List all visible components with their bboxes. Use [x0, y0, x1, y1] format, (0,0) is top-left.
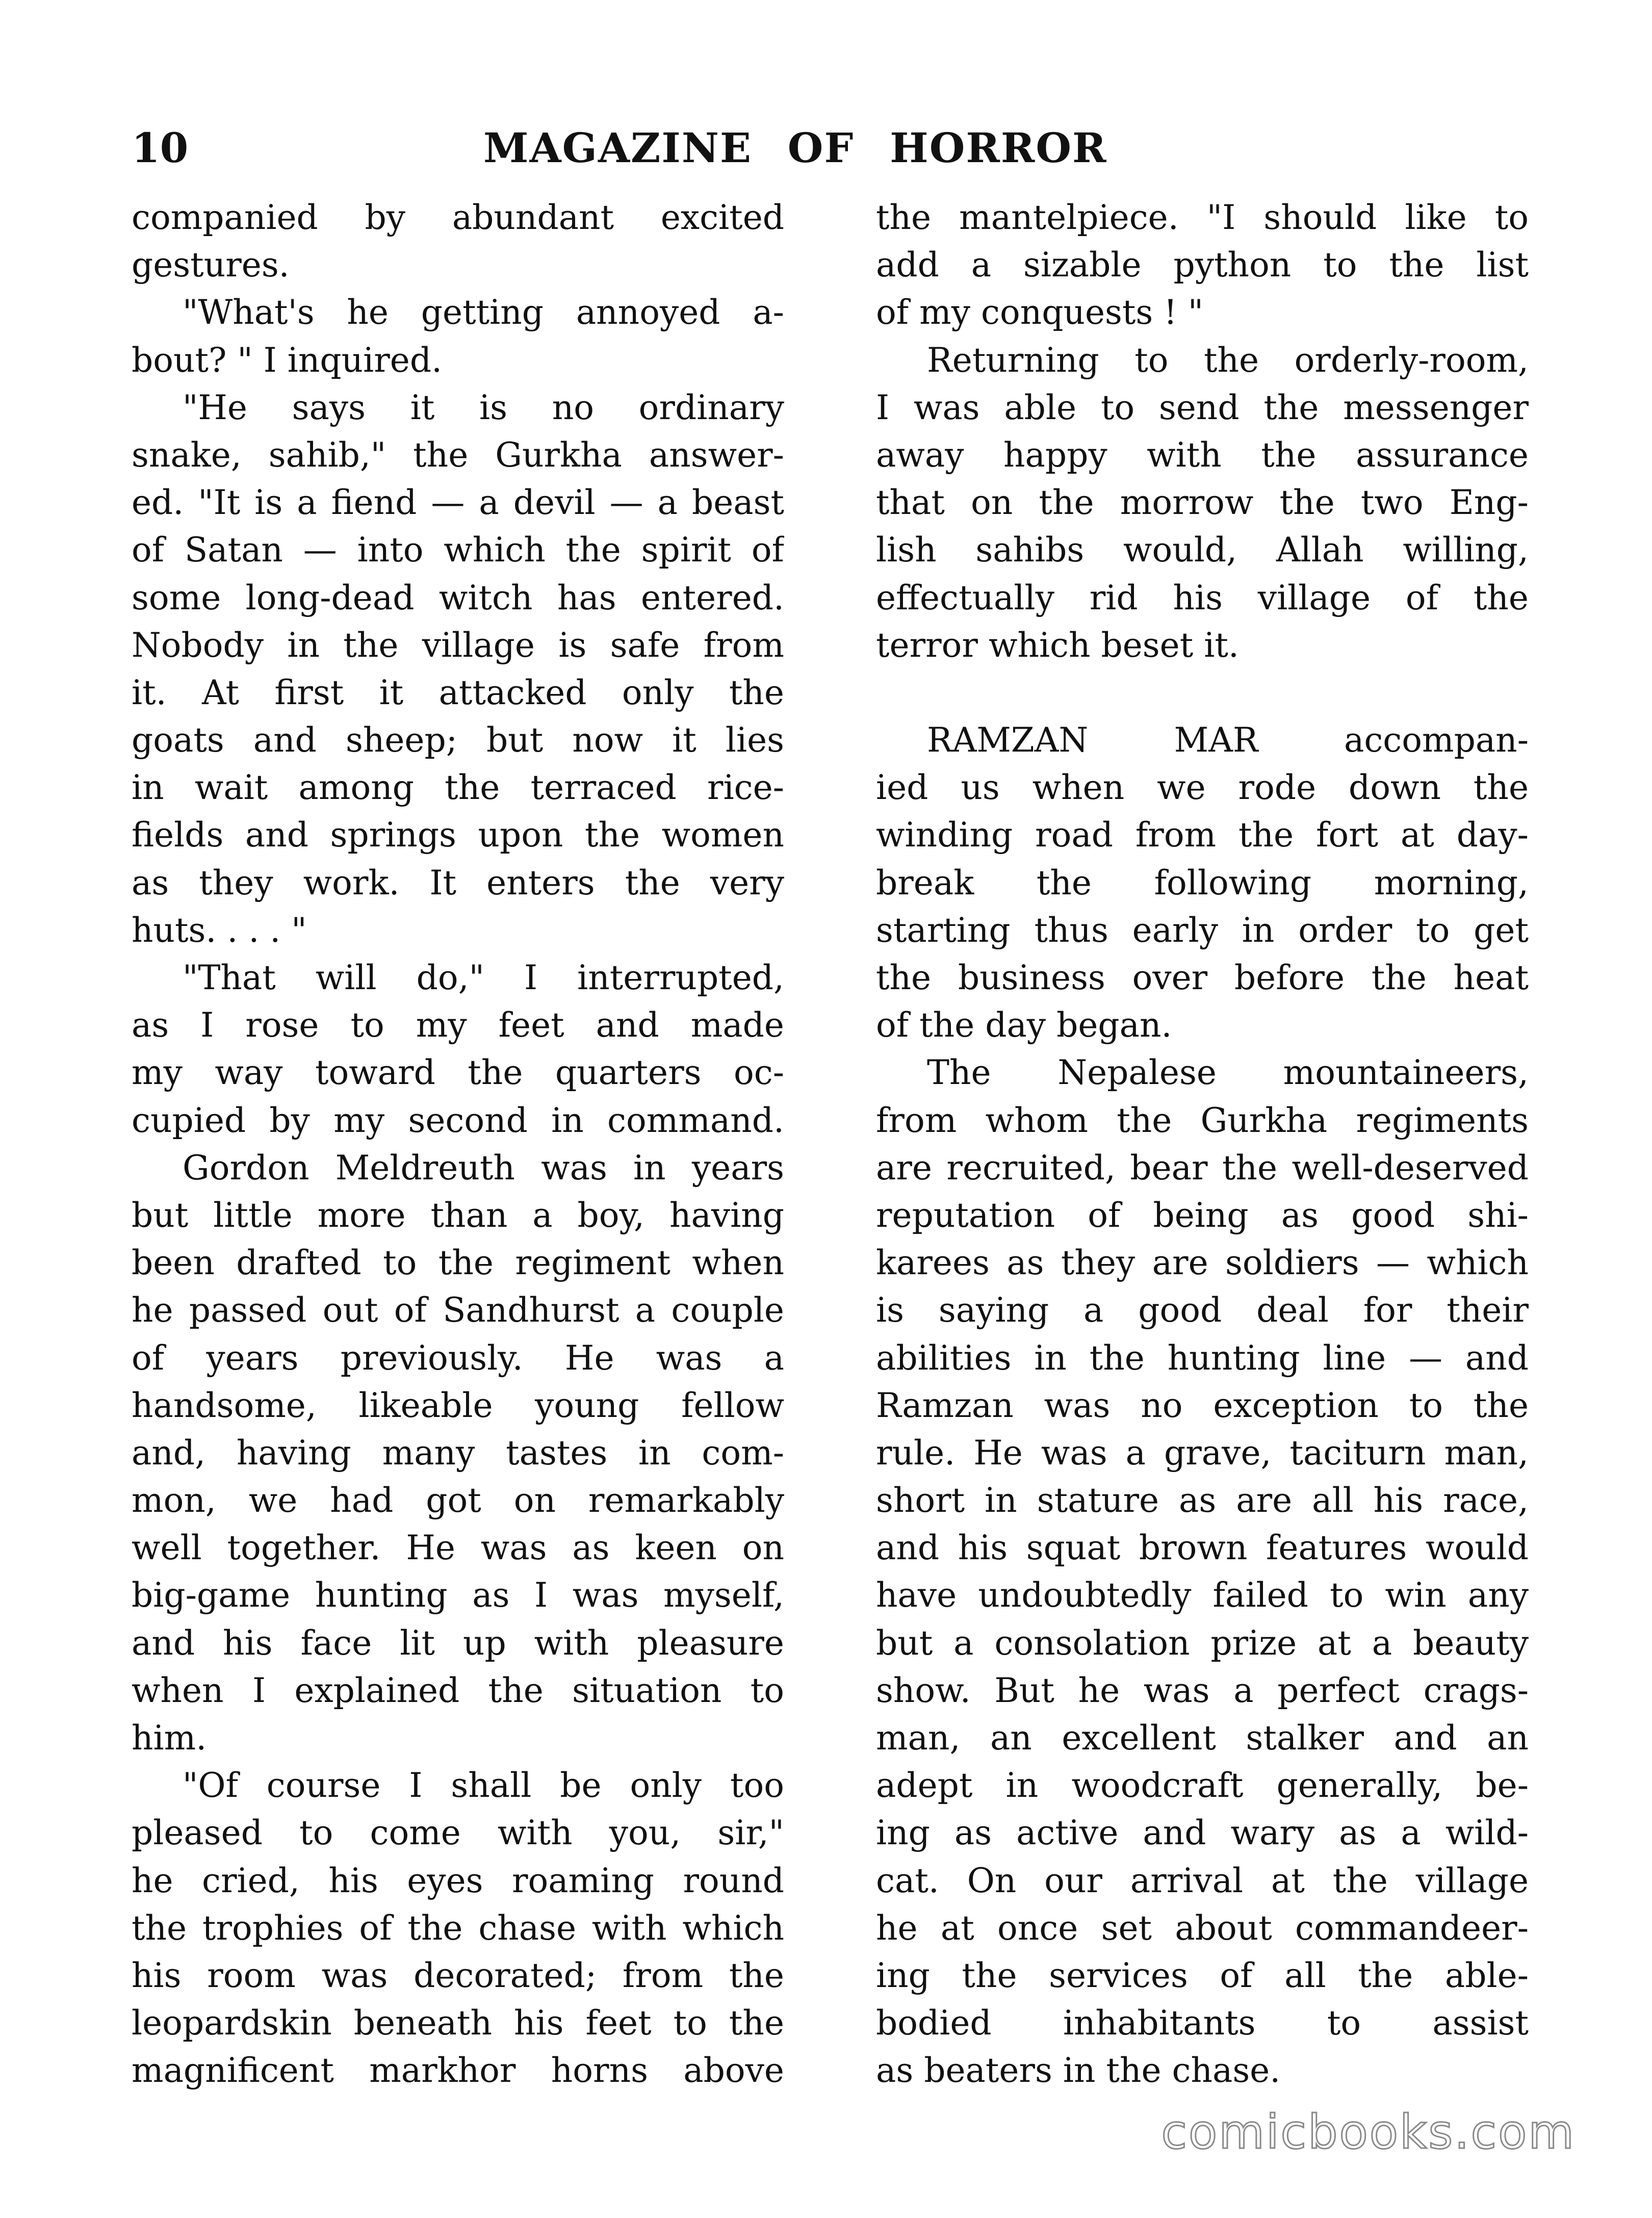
text-line: he passed out of Sandhurst a couple	[132, 1291, 784, 1330]
text-line: Gordon Meldreuth was in years	[183, 1148, 784, 1188]
text-line: "Of course I shall be only too	[183, 1766, 784, 1806]
text-line: in wait among the terraced rice-	[132, 768, 784, 808]
text-line: as they work. It enters the very	[132, 863, 784, 902]
left-column	[132, 194, 784, 2095]
text-line: I was able to send the messenger	[876, 388, 1529, 427]
text-line: ied us when we rode down the	[876, 768, 1529, 808]
text-line: ing the services of all the able-	[876, 1955, 1529, 1995]
text-line: effectually rid his village of the	[876, 578, 1529, 617]
text-line: he at once set about commandeer-	[876, 1908, 1529, 1948]
section-break	[876, 669, 1529, 716]
text-line: his room was decorated; from the	[132, 1955, 784, 1995]
text-line: The Nepalese mountaineers,	[927, 1053, 1529, 1093]
text-line: have undoubtedly failed to win any	[876, 1576, 1529, 1615]
text-line: break the following morning,	[876, 863, 1529, 902]
text-line: handsome, likeable young fellow	[132, 1385, 784, 1425]
text-line: he cried, his eyes roaming round	[132, 1861, 784, 1900]
text-line: reputation of being as good shi-	[876, 1195, 1529, 1235]
text-line: away happy with the assurance	[876, 435, 1529, 475]
text-line: of the day began.	[876, 1005, 1172, 1045]
text-line: Nobody in the village is safe from	[132, 625, 784, 665]
text-line: Returning to the orderly-room,	[927, 340, 1529, 380]
text-line: RAMZAN MAR accompan-	[927, 720, 1529, 760]
text-line: of Satan — into which the spirit of	[132, 530, 784, 570]
text-line: "He says it is no ordinary	[183, 388, 784, 427]
text-line: of my conquests ! "	[876, 293, 1204, 332]
text-line: starting thus early in order to get	[876, 910, 1529, 950]
text-line: gestures.	[132, 245, 290, 285]
text-line: companied by abundant excited	[132, 198, 784, 237]
text-line: leopardskin beneath his feet to the	[132, 2003, 784, 2043]
page-number: 10	[132, 124, 189, 172]
text-line: show. But he was a perfect crags-	[876, 1670, 1529, 1710]
text-line: the mantelpiece. "I should like to	[876, 198, 1529, 237]
text-line: snake, sahib," the Gurkha answer-	[132, 435, 784, 475]
text-line: mon, we had got on remarkably	[132, 1481, 784, 1520]
text-line: that on the morrow the two Eng-	[876, 483, 1529, 523]
text-line: goats and sheep; but now it lies	[132, 720, 784, 760]
text-line: the trophies of the chase with which	[132, 1908, 784, 1948]
text-line: some long-dead witch has entered.	[132, 578, 784, 617]
text-line: as I rose to my feet and made	[132, 1005, 784, 1045]
watermark: comicbooks.com	[1161, 2105, 1576, 2159]
text-line: and his face lit up with pleasure	[132, 1623, 784, 1663]
text-line: ing as active and wary as a wild-	[876, 1813, 1529, 1853]
text-line: but a consolation prize at a beauty	[876, 1623, 1529, 1663]
text-line: him.	[132, 1718, 207, 1758]
text-line: and his squat brown features would	[876, 1528, 1529, 1568]
text-line: man, an excellent stalker and an	[876, 1718, 1529, 1758]
text-line: pleased to come with you, sir,"	[132, 1813, 784, 1853]
text-line: terror which beset it.	[876, 625, 1239, 665]
text-line: winding road from the fort at day-	[876, 815, 1529, 855]
text-line: when I explained the situation to	[132, 1670, 784, 1710]
text-line: and, having many tastes in com-	[132, 1433, 784, 1473]
right-column	[876, 194, 1529, 2095]
text-line: "That will do," I interrupted,	[183, 958, 784, 997]
text-line: ed. "It is a fiend — a devil — a beast	[132, 483, 784, 523]
text-line: it. At first it attacked only the	[132, 673, 784, 712]
text-line: huts. . . . "	[132, 910, 307, 950]
text-line: short in stature as are all his race,	[876, 1481, 1529, 1520]
text-line: magnificent markhor horns above	[132, 2051, 784, 2091]
text-line: cat. On our arrival at the village	[876, 1861, 1529, 1900]
text-line: been drafted to the regiment when	[132, 1243, 784, 1283]
text-line: "What's he getting annoyed a-	[183, 293, 784, 332]
text-line: are recruited, bear the well-deserved	[876, 1148, 1529, 1188]
text-line: rule. He was a grave, taciturn man,	[876, 1433, 1529, 1473]
text-line: from whom the Gurkha regiments	[876, 1100, 1529, 1140]
text-line: karees as they are soldiers — which	[876, 1243, 1529, 1283]
text-line: of years previously. He was a	[132, 1338, 784, 1378]
text-line: bout? " I inquired.	[132, 340, 443, 380]
text-line: abilities in the hunting line — and	[876, 1338, 1529, 1378]
text-line: bodied inhabitants to assist	[876, 2003, 1529, 2043]
text-line: well together. He was as keen on	[132, 1528, 784, 1568]
text-line: fields and springs upon the women	[132, 815, 784, 855]
running-title: MAGAZINE OF HORROR	[483, 124, 1107, 172]
text-line: as beaters in the chase.	[876, 2051, 1281, 2091]
text-line: the business over before the heat	[876, 958, 1529, 997]
text-line: Ramzan was no exception to the	[876, 1385, 1529, 1425]
text-line: big-game hunting as I was myself,	[132, 1576, 784, 1615]
text-line: is saying a good deal for their	[876, 1291, 1529, 1330]
text-line: cupied by my second in command.	[132, 1100, 784, 1140]
text-line: but little more than a boy, having	[132, 1195, 784, 1235]
page-header	[132, 117, 1197, 178]
text-line: my way toward the quarters oc-	[132, 1053, 784, 1093]
text-line: adept in woodcraft generally, be-	[876, 1766, 1529, 1806]
text-line: lish sahibs would, Allah willing,	[876, 530, 1529, 570]
text-line: add a sizable python to the list	[876, 245, 1529, 285]
